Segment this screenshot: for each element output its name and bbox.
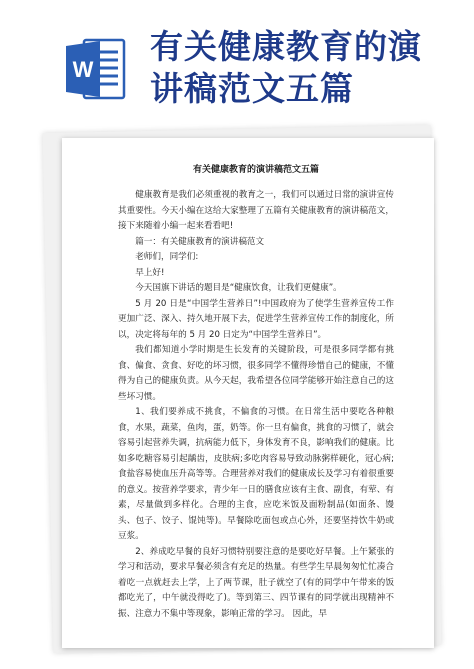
word-icon-letter: W [72, 57, 94, 82]
paragraph-bad-habits: 我们都知道小学时期是生长发育的关键阶段，可是很多同学都有挑食、偏食、贪食、好吃的坏习惯，很多同学不懂得珍惜自己的健康，不懂得为自己的健康负责。从今天起，我希望各位同学能够开始注意自己的这些坏习惯。 [118, 345, 394, 402]
paragraph-point-2: 2、养成吃早餐的良好习惯特别要注意的是要吃好早餐。上午紧张的学习和活动，要求早餐必须含有充足的热量。有些学生早晨匆匆忙忙凑合着吃一点就赶去上学，上了两节课，肚子就空了(有的同学中午带来的饭都吃光了，中午就没得吃了)。等到第三、四节课有的同学就出现精神不振、注意力不集中等现象，影响正常的学习。 因此，早 [118, 546, 394, 619]
document-banner [0, 0, 474, 130]
document-page [62, 138, 434, 648]
section-heading: 篇一：有关健康教育的演讲稿范文 [135, 236, 265, 247]
speech-topic: 今天国旗下讲话的题目是“健康饮食，让我们更健康”。 [135, 283, 342, 293]
greeting: 早上好! [135, 267, 165, 278]
paragraph-point-1: 1、我们要养成不挑食，不偏食的习惯。在日常生活中要吃各种粮食，水果，蔬菜，鱼肉，蛋，奶等。你一旦有偏食，挑食的习惯了，就会容易引起营养失调，抗病能力低下，身体发育不良，影响我们的健康。比如多吃糖容易引起龋齿，皮肤病;多吃肉容易导致动脉粥样硬化，冠心病;食盐容易使血压升高等等。合理营养对我们的健康成长及学习有着很重要的意义。按营养学要求，青少年一日的膳食应该有主食、副食，有荤、有素，尽量做到多样化。合理的主食，应吃米饭及面粉制品(如面条、馒头、包子、饺子、馄饨等)。早餐除吃面包或点心外，还要坚持饮牛奶或豆浆。 [118, 407, 394, 541]
paragraph-nutrition-day: 5 月 20 日是“中国学生营养日”!中国政府为了使学生营养宣传工作更加广泛、深入、持久地开展下去，促进学生营养宣传工作的制度化，所以，决定将每年的 5 月 20 日定为“中国学生营养日”。 [118, 298, 394, 340]
banner-title-line-2: 讲稿范文五篇 [150, 69, 354, 108]
paragraph-intro: 健康教育是我们必须重视的教育之一，我们可以通过日常的演讲宣传其重要性。今天小编在这给大家整理了五篇有关健康教育的演讲稿范文，接下来随着小编一起来看看吧! [118, 190, 394, 231]
word-document-icon [66, 38, 126, 100]
document-title: 有关健康教育的演讲稿范文五篇 [192, 165, 319, 175]
word-document-icon-graphic [66, 38, 126, 100]
banner-title [150, 26, 466, 110]
document-body [118, 164, 394, 622]
salutation: 老师们，同学们: [135, 252, 199, 262]
banner-title-line-1: 有关健康教育的演 [150, 27, 422, 66]
